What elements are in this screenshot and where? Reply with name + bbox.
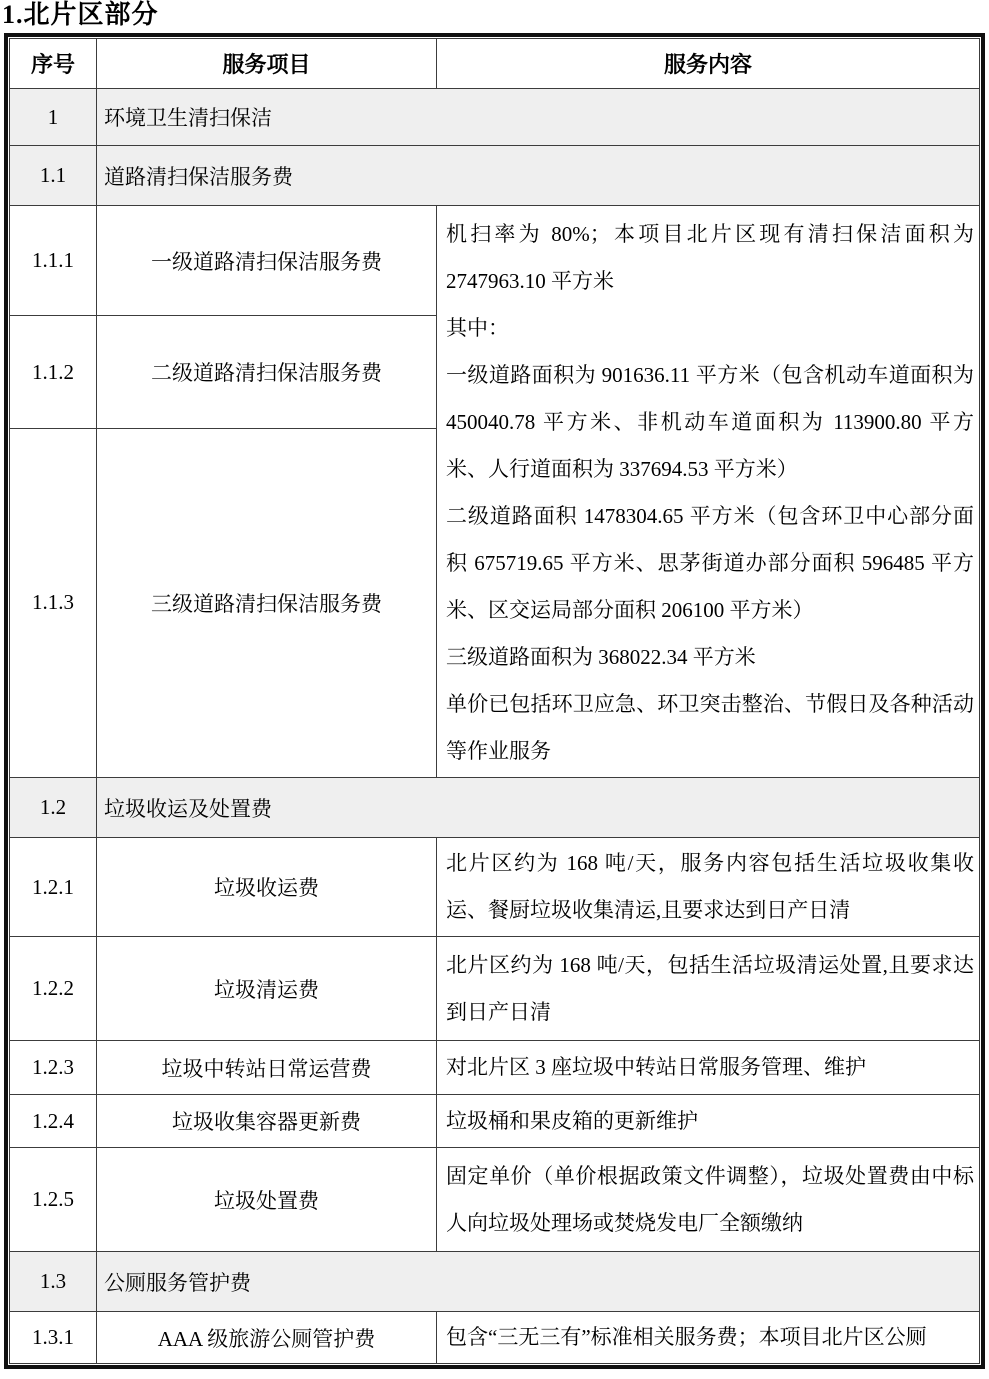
row-no-cell: 1.2.5: [10, 1148, 97, 1252]
row-no-cell: 1.1.2: [10, 316, 97, 428]
item-row-1-2-1: [10, 838, 980, 937]
service-item-cell: 一级道路清扫保洁服务费: [97, 206, 437, 316]
service-item-cell: 垃圾收运费: [97, 838, 437, 937]
service-table-frame: [4, 33, 985, 1369]
item-row-1-3-1: [10, 1312, 980, 1364]
content-line: 垃圾桶和果皮箱的更新维护: [446, 1108, 698, 1133]
item-row-1-2-2: [10, 937, 980, 1041]
content-line: 包含“三无三有”标准相关服务费；本项目北片区公厕: [446, 1325, 927, 1349]
service-content-cell: [437, 1041, 980, 1095]
section-label-cell: 公厕服务管护费: [97, 1252, 980, 1312]
row-no-cell: 1: [10, 89, 97, 146]
section-row-1-1: [10, 146, 980, 206]
service-item-cell: 垃圾中转站日常运营费: [97, 1041, 437, 1095]
service-content-cell: [437, 838, 980, 937]
service-item-cell: 垃圾收集容器更新费: [97, 1095, 437, 1148]
content-line: 北片区约为 168 吨/天，服务内容包括生活垃圾收集收运、餐厨垃圾收集清运,且要求达到日产日清: [446, 851, 974, 922]
service-item-cell: 垃圾清运费: [97, 937, 437, 1041]
item-row-1-1-1: [10, 206, 980, 316]
header-service-item: 服务项目: [97, 39, 437, 89]
row-no-cell: 1.1.3: [10, 428, 97, 777]
service-content-cell: [437, 1312, 980, 1364]
section-label-cell: 道路清扫保洁服务费: [97, 146, 980, 206]
row-no-cell: 1.3.1: [10, 1312, 97, 1364]
service-table: [9, 38, 980, 1364]
header-row: [10, 39, 980, 89]
item-row-1-2-3: [10, 1041, 980, 1095]
page-title: 1.北片区部分: [2, 0, 159, 29]
section-row-1: [10, 89, 980, 146]
section-row-1-2: [10, 778, 980, 838]
row-no-cell: 1.2.1: [10, 838, 97, 937]
row-no-cell: 1.1: [10, 146, 97, 206]
row-no-cell: 1.3: [10, 1252, 97, 1312]
service-item-cell: AAA 级旅游公厕管护费: [97, 1312, 437, 1364]
service-item-cell: 二级道路清扫保洁服务费: [97, 316, 437, 428]
content-line: 其中：: [446, 316, 509, 340]
service-content-cell: [437, 1095, 980, 1148]
service-item-cell: 三级道路清扫保洁服务费: [97, 428, 437, 777]
service-content-cell-merged: [437, 206, 980, 778]
service-item-cell: 垃圾处置费: [97, 1148, 437, 1252]
section-row-1-3: [10, 1252, 980, 1312]
row-no-cell: 1.2.3: [10, 1041, 97, 1095]
row-no-cell: 1.2.4: [10, 1095, 97, 1148]
row-no-cell: 1.2.2: [10, 937, 97, 1041]
content-line: 单价已包括环卫应急、环卫突击整治、节假日及各种活动等作业服务: [446, 692, 974, 763]
header-seq-no: 序号: [10, 39, 97, 89]
content-line: 二级道路面积 1478304.65 平方米（包含环卫中心部分面积 675719.65 平方米、思茅街道办部分面积 596485 平方米、区交运局部分面积 206100 平方米）: [446, 504, 974, 622]
row-no-cell: 1.1.1: [10, 206, 97, 316]
service-content-cell: [437, 937, 980, 1041]
content-line: 对北片区 3 座垃圾中转站日常服务管理、维护: [446, 1055, 866, 1079]
item-row-1-2-5: [10, 1148, 980, 1252]
header-service-content: 服务内容: [437, 39, 980, 89]
content-line: 机扫率为 80%；本项目北片区现有清扫保洁面积为 2747963.10 平方米: [446, 222, 974, 293]
content-line: 固定单价（单价根据政策文件调整），垃圾处置费由中标人向垃圾处理场或焚烧发电厂全额缴纳: [446, 1163, 974, 1235]
service-content-cell: [437, 1148, 980, 1252]
row-no-cell: 1.2: [10, 778, 97, 838]
content-line: 三级道路面积为 368022.34 平方米: [446, 645, 756, 669]
content-line: 北片区约为 168 吨/天，包括生活垃圾清运处置,且要求达到日产日清: [446, 952, 974, 1024]
section-label-cell: 垃圾收运及处置费: [97, 778, 980, 838]
content-line: 一级道路面积为 901636.11 平方米（包含机动车道面积为 450040.78 平方米、非机动车道面积为 113900.80 平方米、人行道面积为 337694.53 平方米）: [446, 363, 974, 481]
section-label-cell: 环境卫生清扫保洁: [97, 89, 980, 146]
item-row-1-2-4: [10, 1095, 980, 1148]
